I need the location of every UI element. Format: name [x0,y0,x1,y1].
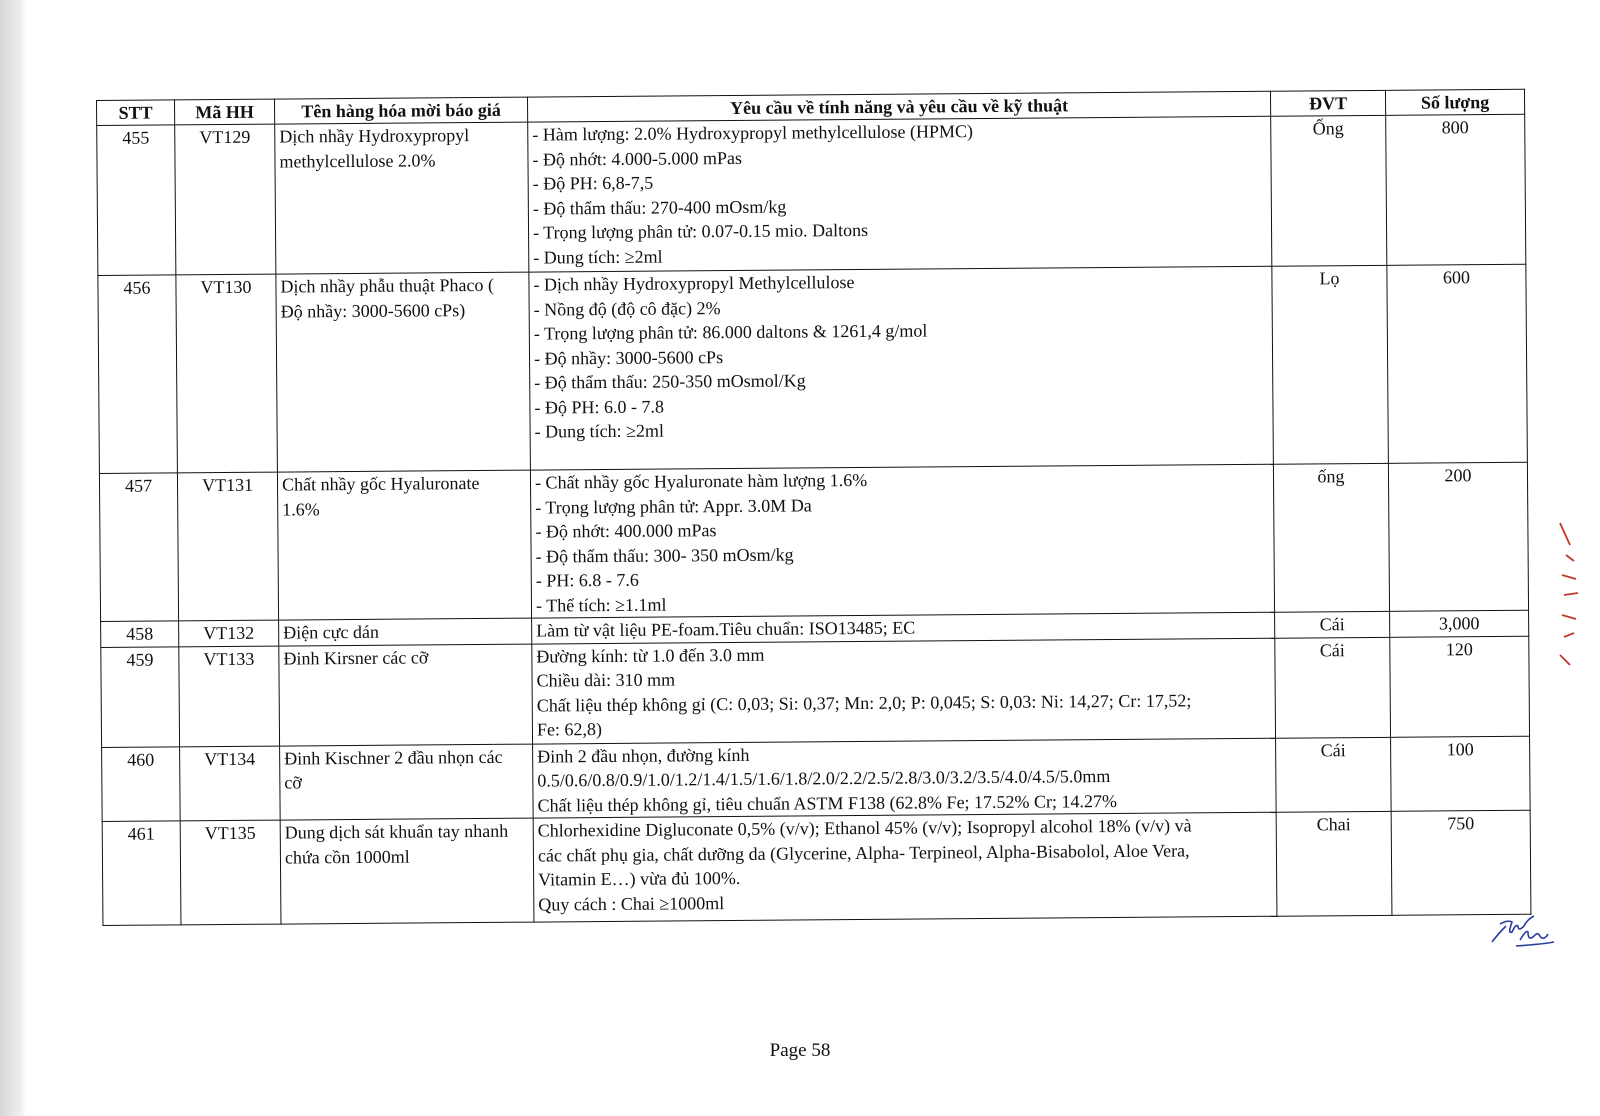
name-line: cỡ [284,772,302,793]
spec-line: Chlorhexidine Digluconate 0,5% (v/v); Ethanol 45% (v/v); Isopropyl alcohol 18% (v/v) và [537,815,1192,841]
cell-unit: Lọ [1272,265,1389,464]
spec-line: Quy cách : Chai ≥1000ml [538,892,725,915]
spec-line: Vitamin E…) vừa đủ 100%. [538,867,741,890]
name-line: Điện cực dán [283,621,379,643]
quotation-sheet [96,89,1530,926]
name-line: Đinh Kirsner các cỡ [283,646,429,669]
name-line: Dịch nhầy Hydroxypropyl [279,125,470,147]
spec-line: - Dung tích: ≥2ml [533,246,663,268]
spec-line: - Độ PH: 6.0 - 7.8 [534,396,664,418]
cell-name [276,272,531,472]
cell-spec [533,738,1277,818]
spec-line: Làm từ vật liệu PE-foam.Tiêu chuẩn: ISO13485; EC [536,617,916,641]
spec-line: - Dung tích: ≥2ml [534,420,665,442]
cell-qty: 600 [1387,264,1528,463]
cell-name [279,644,533,746]
spec-line: - Trọng lượng phân tử: 0.07-0.15 mio. Daltons [532,219,869,243]
margin-stamp-mark [1556,515,1586,675]
spec-line: - Thể tích: ≥1.1ml [535,594,667,616]
cell-spec [533,812,1277,922]
cell-unit: Cái [1275,637,1391,738]
spec-line: Fe: 62,8) [536,719,603,740]
spec-line: - Trọng lượng phân tử: 86.000 daltons & 1261,4 g/mol [533,320,928,344]
cell-stt: 458 [101,621,179,647]
name-line: Độ nhầy: 3000-5600 cPs) [280,299,466,322]
table-row [97,114,1526,275]
cell-code: VT129 [175,124,276,275]
cell-unit: Chai [1276,811,1392,916]
cell-stt: 457 [99,473,178,622]
spec-line: Chiều dài: 310 mm [536,669,676,691]
spec-line: - Độ thẩm thấu: 250-350 mOsmol/Kg [534,370,806,393]
cell-qty: 800 [1386,114,1526,265]
name-line: chứa cồn 1000ml [284,846,410,868]
spec-line: - Trọng lượng phân tử: Appr. 3.0M Da [535,494,812,518]
page-number: Page 58 [769,1040,831,1061]
handwritten-initials-signature [1490,912,1570,952]
cell-unit: ống [1273,463,1389,612]
header-unit: ĐVT [1270,90,1385,116]
cell-code: VT134 [180,746,281,821]
spec-line: Đường kính: từ 1.0 đến 3.0 mm [536,644,765,667]
cell-stt: 460 [102,746,181,821]
spec-line: - Độ nhớt: 400.000 mPas [535,520,717,542]
spec-line: - Độ nhầy: 3000-5600 cPs [533,346,724,369]
cell-stt: 459 [101,646,180,747]
header-code: Mã HH [175,99,275,125]
cell-name [277,470,531,620]
cell-qty: 3,000 [1390,610,1529,637]
cell-code: VT131 [177,472,278,621]
name-line: Dung dịch sát khuẩn tay nhanh [284,820,509,843]
spec-line: các chất phụ gia, chất dưỡng da (Glycerine, Alpha- Terpineol, Alpha-Bisabolol, Aloe Vera, [537,839,1190,866]
table-row [99,462,1528,621]
scan-left-edge [0,0,26,1116]
spec-line: - Độ PH: 6,8-7,5 [532,172,654,194]
header-stt: STT [97,100,175,126]
header-name: Tên hàng hóa mời báo giá [274,97,527,124]
table-row [101,636,1530,747]
spec-line: - Hàm lượng: 2.0% Hydroxypropyl methylcellulose (HPMC) [532,121,974,145]
table-row [102,810,1531,925]
spec-line: Chất liệu thép không gỉ (C: 0,03; Si: 0,37; Mn: 2,0; P: 0,045; S: 0,03: Ni: 14,27; Cr: 17,52; [536,689,1192,716]
cell-qty: 120 [1390,636,1530,737]
header-spec: Yêu cầu về tính năng và yêu cầu về kỹ thuật [527,91,1270,122]
cell-code: VT133 [179,646,280,747]
cell-code: VT132 [179,620,279,646]
cell-code: VT135 [180,820,281,925]
cell-unit: Ống [1271,115,1387,266]
cell-stt: 456 [98,275,178,474]
spec-line: - Nồng độ (độ cô đặc) 2% [533,297,721,320]
cell-qty: 750 [1391,810,1531,915]
spec-line: - Độ thẩm thấu: 270-400 mOsm/kg [532,196,787,219]
cell-qty: 200 [1388,462,1528,611]
name-line: 1.6% [282,498,320,520]
cell-stt: 455 [97,125,176,276]
name-line: Chất nhầy gốc Hyaluronate [281,473,480,495]
cell-name [280,818,534,924]
quotation-table [96,89,1531,926]
spec-line: - Chất nhầy gốc Hyaluronate hàm lượng 1.6% [534,469,868,493]
cell-code: VT130 [176,274,278,473]
cell-name [280,744,534,820]
cell-stt: 461 [102,821,181,926]
table-row [102,736,1531,822]
table-row [98,264,1528,473]
cell-qty: 100 [1391,736,1531,812]
cell-unit: Cái [1275,611,1390,637]
spec-line: 0.5/0.6/0.8/0.9/1.0/1.2/1.4/1.5/1.6/1.8/2.0/2.2/2.5/2.8/3.0/3.2/3.5/4.0/4.5/5.0mm [537,766,1111,791]
name-line: methylcellulose 2.0% [279,149,436,172]
cell-spec [529,266,1274,470]
name-line: Đinh Kischner 2 đầu nhọn các [284,746,503,769]
spec-line: - Độ nhớt: 4.000-5.000 mPas [532,147,743,170]
cell-unit: Cái [1276,737,1392,812]
spec-line: Chất liệu thép không gỉ, tiêu chuẩn ASTM F138 (62.8% Fe; 17.52% Cr; 14.27% [537,790,1118,816]
spec-line: Đinh 2 đầu nhọn, đường kính [537,744,750,767]
cell-name [275,122,529,274]
spec-line: - Dịch nhầy Hydroxypropyl Methylcellulose [533,272,855,295]
cell-name [279,618,532,645]
table-body [97,114,1531,925]
cell-spec [530,464,1274,618]
spec-line: - PH: 6.8 - 7.6 [535,569,639,591]
cell-spec [528,116,1272,272]
header-qty: Số lượng [1385,89,1524,115]
spec-line: - Độ thẩm thấu: 300- 350 mOsm/kg [535,544,794,567]
name-line: Dịch nhầy phẫu thuật Phaco ( [280,274,494,297]
cell-spec [532,638,1276,744]
